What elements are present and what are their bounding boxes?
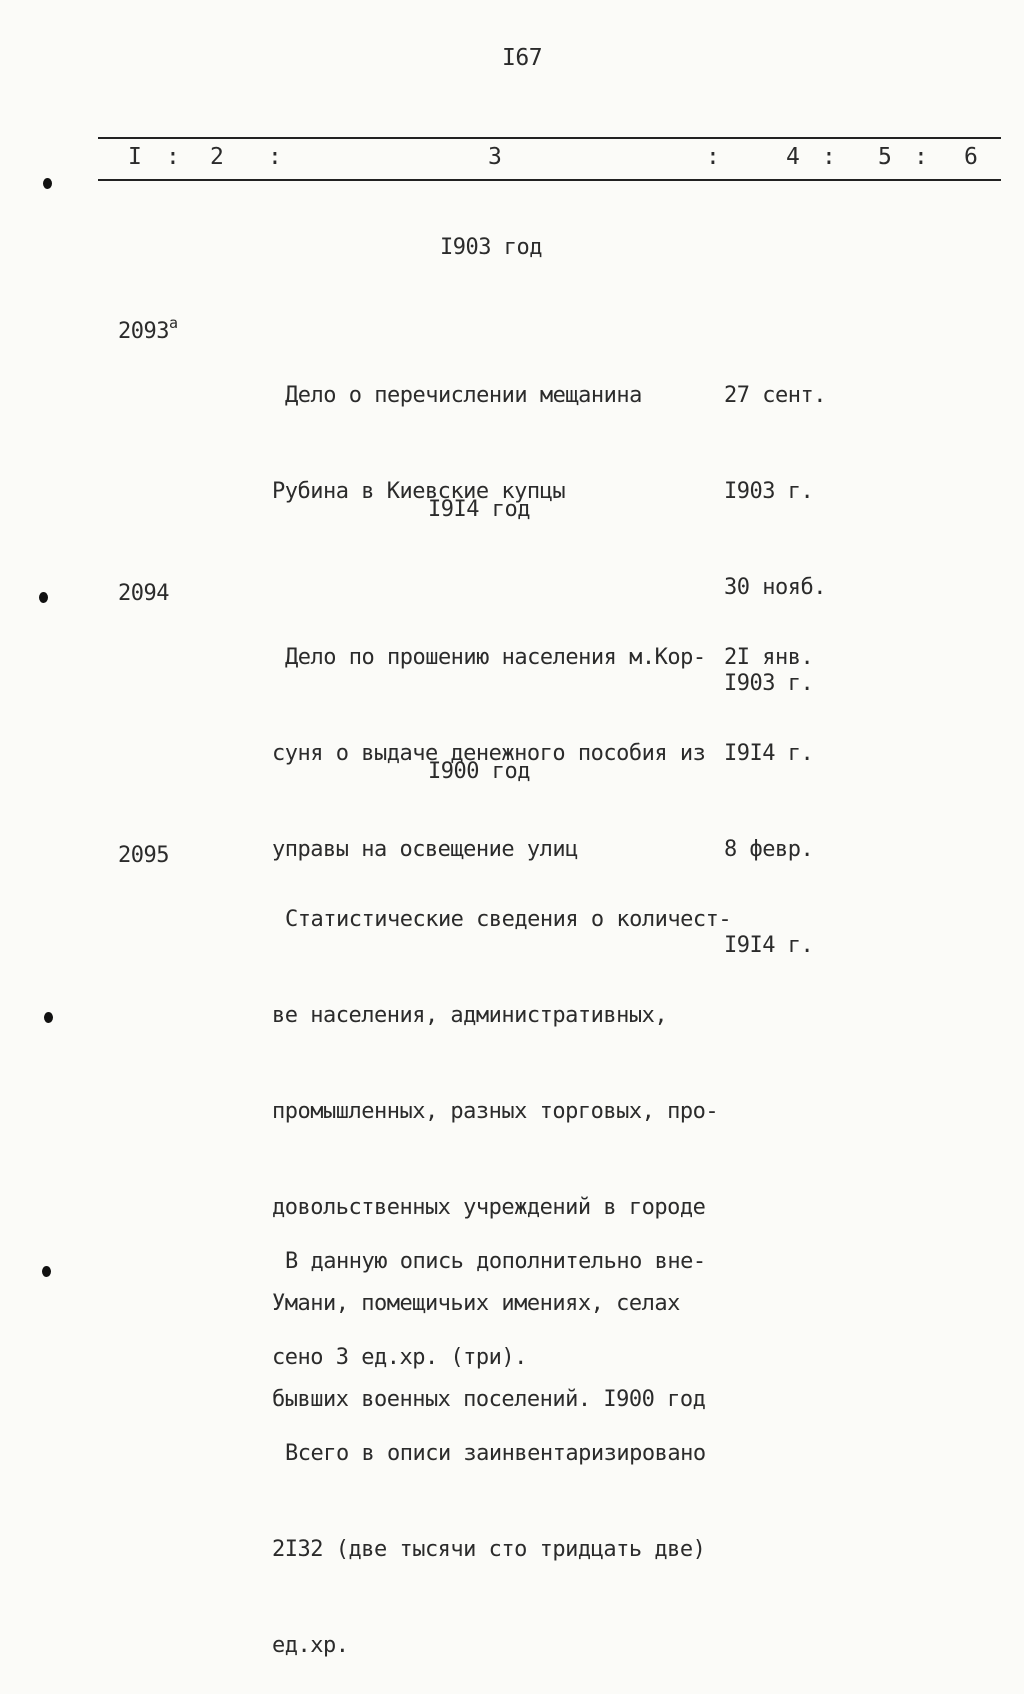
header-bottom-rule <box>98 179 1001 181</box>
closing-note <box>272 1182 706 1694</box>
closing-note-line: 2I32 (две тысячи сто тридцать две) <box>272 1537 706 1562</box>
closing-note-line: ед.хр. <box>272 1633 349 1658</box>
column-separator: : <box>914 144 928 170</box>
year-heading: I900 год <box>428 759 530 784</box>
binder-hole-2 <box>39 592 48 603</box>
entry-date-line: 27 сент. <box>724 383 826 408</box>
column-header-4: 4 <box>786 144 800 170</box>
binder-hole-1 <box>43 178 52 189</box>
entry-number: 2094 <box>118 581 169 606</box>
column-header-1: I <box>128 144 142 170</box>
closing-note-line: сено 3 ед.хр. (три). <box>272 1345 527 1370</box>
entry-title-line: Дело по прошению населения м.Кор- <box>285 645 706 670</box>
entry-dates <box>724 578 813 994</box>
entry-date-line: 2I янв. <box>724 645 814 670</box>
entry-title-line: промышленных, разных торговых, про- <box>272 1099 719 1124</box>
entry-date-line: I903 г. <box>724 479 814 504</box>
column-separator: : <box>822 144 836 170</box>
entry-date-line: 8 февр. <box>724 837 814 862</box>
entry-title-line: Рубина в Киевские купцы <box>272 479 566 504</box>
column-header-3: 3 <box>488 144 502 170</box>
entry-title-line: Дело о перечислении мещанина <box>285 383 642 408</box>
column-header-5: 5 <box>878 144 892 170</box>
closing-note-line: В данную опись дополнительно вне- <box>285 1249 706 1274</box>
entry-date-line: 30 нояб. <box>724 575 826 600</box>
entry-number <box>118 316 178 349</box>
year-heading: I903 год <box>440 235 542 260</box>
column-separator: : <box>706 144 720 170</box>
entry-date-line: I903 г. <box>724 671 814 696</box>
closing-note-line: Всего в описи заинвентаризировано <box>285 1441 706 1466</box>
column-header-6: 6 <box>964 144 978 170</box>
year-heading: I9I4 год <box>428 497 530 522</box>
entry-date-line: I9I4 г. <box>724 933 814 958</box>
entry-title-line: ве населения, административных, <box>272 1003 668 1028</box>
column-separator: : <box>268 144 282 170</box>
binder-hole-4 <box>42 1266 51 1277</box>
binder-hole-3 <box>44 1012 53 1023</box>
entry-number-value: 2093 <box>118 319 169 344</box>
entry-number-suffix: а <box>168 314 178 332</box>
entry-title-line: Умани, помещичьих имениях, селах <box>272 1291 680 1316</box>
entry-title-line: суня о выдаче денежного пособия из <box>272 741 706 766</box>
column-header-2: 2 <box>210 144 224 170</box>
header-top-rule <box>98 137 1001 139</box>
entry-title-line: управы на освещение улиц <box>272 837 578 862</box>
entry-title-line: Статистические сведения о количест- <box>285 907 732 932</box>
entry-date-line: I9I4 г. <box>724 741 814 766</box>
entry-number: 2095 <box>118 843 169 868</box>
column-separator: : <box>166 144 180 170</box>
page-number: I67 <box>502 45 543 71</box>
entry-title-line: довольственных учреждений в городе <box>272 1195 706 1220</box>
entry-title-line: бывших военных поселений. I900 год <box>272 1387 706 1412</box>
